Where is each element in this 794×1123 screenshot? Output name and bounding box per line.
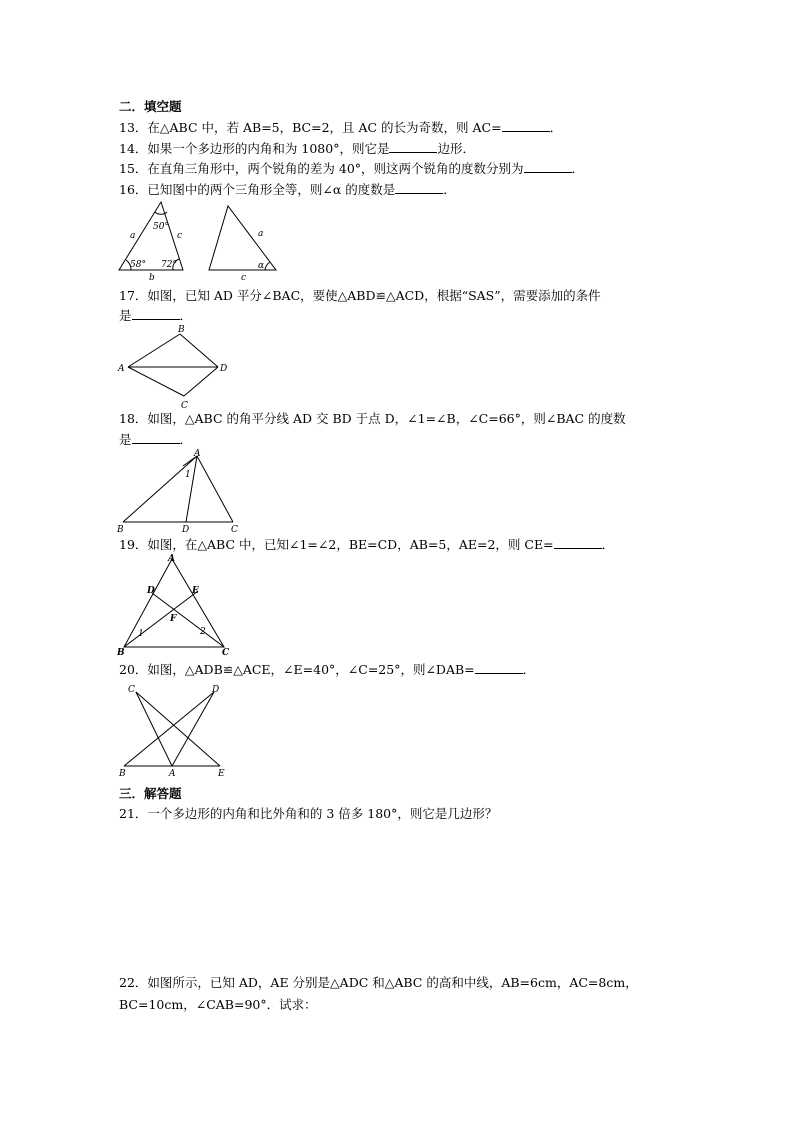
question-16-text: 16．已知图中的两个三角形全等，则∠α 的度数是 bbox=[119, 182, 396, 197]
label-58: 58° bbox=[130, 260, 146, 270]
figure-19 bbox=[116, 553, 234, 657]
period: ． bbox=[601, 537, 615, 552]
section-solve-heading: 三．解答题 bbox=[119, 786, 182, 801]
question-13-text: 13．在△ABC 中，若 AB=5，BC=2，且 AC 的长为奇数，则 AC= bbox=[119, 120, 502, 135]
figure-17 bbox=[118, 324, 238, 410]
label-A: A bbox=[194, 449, 201, 459]
question-18-text: 是 bbox=[119, 432, 132, 447]
question-19-text: 19．如图，在△ABC 中，已知∠1=∠2，BE=CD，AB=5，AE=2，则 CE= bbox=[119, 537, 554, 552]
label-B: B bbox=[117, 525, 124, 535]
period: ． bbox=[522, 662, 536, 677]
label-A: A bbox=[118, 364, 125, 374]
section-fill-in-heading: 二．填空题 bbox=[119, 99, 182, 114]
answer-blank[interactable] bbox=[502, 119, 550, 132]
question-14-end: 边形． bbox=[437, 141, 475, 156]
question-17-text: 是 bbox=[119, 308, 132, 323]
figure-18 bbox=[115, 448, 245, 535]
question-15 bbox=[119, 160, 584, 177]
figure-20 bbox=[116, 680, 236, 778]
question-20 bbox=[119, 661, 535, 678]
label-B: B bbox=[119, 769, 126, 779]
angle-arc-alpha bbox=[265, 262, 270, 270]
label-72: 72° bbox=[161, 260, 177, 270]
label-b: b bbox=[149, 273, 155, 283]
answer-blank[interactable] bbox=[524, 160, 572, 173]
question-20-text: 20．如图，△ADB≌△ACE，∠E=40°，∠C=25°，则∠DAB= bbox=[119, 662, 475, 677]
label-A: A bbox=[168, 554, 175, 564]
label-alpha: α bbox=[258, 261, 265, 271]
period: ． bbox=[179, 308, 193, 323]
label-F: F bbox=[170, 614, 177, 624]
period: ． bbox=[443, 182, 456, 197]
question-21: 21．一个多边形的内角和比外角和的 3 倍多 180°，则它是几边形？ bbox=[119, 806, 498, 821]
label-a-right: a bbox=[258, 229, 264, 239]
answer-blank[interactable] bbox=[132, 307, 180, 320]
label-2: 2 bbox=[200, 627, 206, 637]
question-14 bbox=[119, 140, 475, 157]
label-1: 1 bbox=[185, 470, 191, 480]
answer-blank[interactable] bbox=[554, 536, 602, 549]
label-B: B bbox=[117, 648, 125, 658]
question-18-line2 bbox=[119, 431, 192, 448]
label-D: D bbox=[220, 364, 228, 374]
answer-blank[interactable] bbox=[132, 431, 180, 444]
question-14-text: 14．如果一个多边形的内角和为 1080°，则它是 bbox=[119, 141, 390, 156]
question-16 bbox=[119, 181, 456, 198]
label-B: B bbox=[178, 325, 185, 335]
label-a: a bbox=[130, 231, 136, 241]
label-D: D bbox=[147, 586, 155, 596]
question-17-line2 bbox=[119, 307, 192, 324]
label-C: C bbox=[231, 525, 238, 535]
label-C: C bbox=[128, 685, 135, 695]
answer-blank[interactable] bbox=[389, 140, 437, 153]
label-C: C bbox=[181, 401, 188, 411]
label-50: 50° bbox=[153, 222, 169, 232]
question-17-line1: 17．如图，已知 AD 平分∠BAC，要使△ABD≌△ACD，根据“SAS”，需要添加的条件 bbox=[119, 288, 601, 303]
question-18-line1: 18．如图，△ABC 的角平分线 AD 交 BD 于点 D，∠1=∠B，∠C=66°，则∠BAC 的度数 bbox=[119, 411, 626, 426]
label-1: 1 bbox=[138, 629, 144, 639]
question-13 bbox=[119, 119, 562, 136]
period: ． bbox=[549, 120, 563, 135]
period: ． bbox=[571, 161, 585, 176]
figure-16 bbox=[113, 198, 283, 283]
label-C: C bbox=[222, 648, 230, 658]
label-E: E bbox=[192, 586, 199, 596]
period: ． bbox=[179, 432, 193, 447]
label-E: E bbox=[218, 769, 225, 779]
answer-blank[interactable] bbox=[395, 181, 443, 194]
answer-blank[interactable] bbox=[475, 661, 523, 674]
label-D: D bbox=[182, 525, 190, 535]
label-A: A bbox=[169, 769, 176, 779]
label-c-right: c bbox=[241, 273, 247, 283]
question-22-line2: BC=10cm，∠CAB=90°．试求： bbox=[119, 997, 317, 1012]
label-c: c bbox=[177, 231, 183, 241]
right-triangle bbox=[209, 206, 276, 270]
question-22-line1: 22．如图所示，已知 AD，AE 分别是△ADC 和△ABC 的高和中线，AB=6cm，AC=8cm， bbox=[119, 975, 638, 990]
label-D: D bbox=[212, 685, 220, 695]
question-19 bbox=[119, 536, 614, 553]
question-15-text: 15．在直角三角形中，两个锐角的差为 40°，则这两个锐角的度数分别为 bbox=[119, 161, 524, 176]
